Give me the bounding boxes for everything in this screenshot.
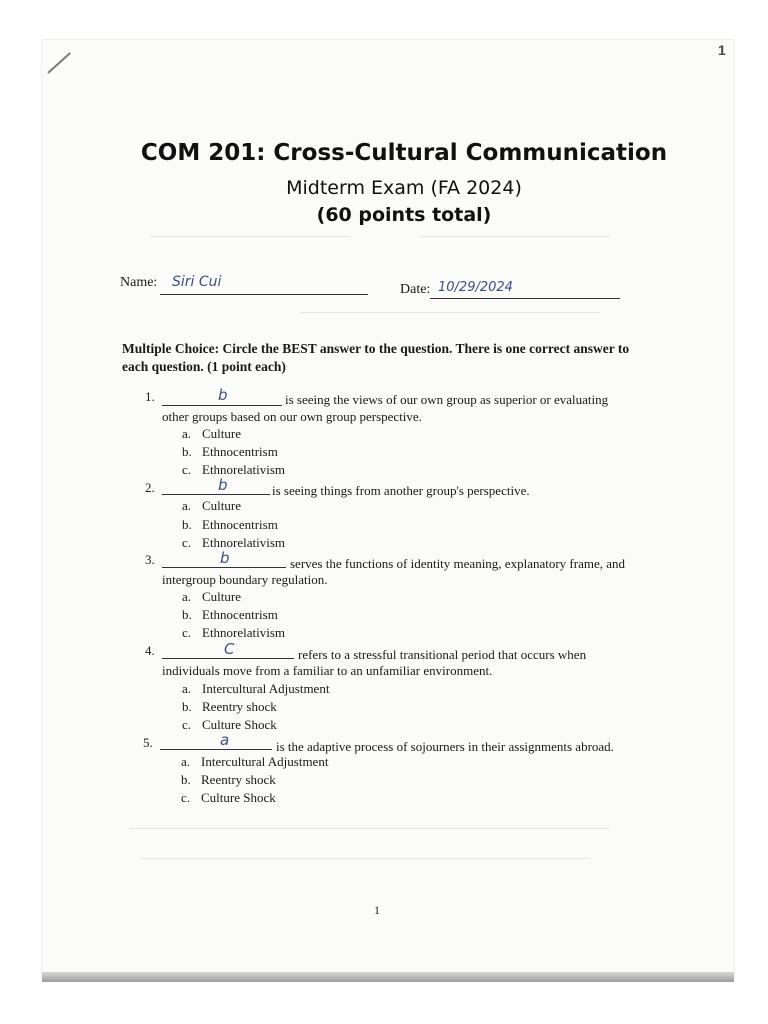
answer-blank <box>160 749 272 750</box>
bleed-through-mark <box>420 236 610 237</box>
date-line <box>430 298 620 299</box>
name-label: Name: <box>120 275 158 290</box>
handwritten-answer[interactable]: a <box>220 731 230 749</box>
question-number: 5. <box>143 735 153 750</box>
exam-title: Midterm Exam (FA 2024) <box>286 177 522 199</box>
option[interactable]: a. Culture <box>182 589 241 604</box>
bleed-through-mark <box>140 858 590 859</box>
page-number: 1 <box>374 903 380 917</box>
option[interactable]: b. Reentry shock <box>181 772 276 787</box>
option[interactable]: c. Ethnorelativism <box>182 625 286 640</box>
option[interactable]: c. Ethnorelativism <box>182 535 286 550</box>
date-value[interactable]: 10/29/2024 <box>438 280 513 295</box>
option[interactable]: c. Culture Shock <box>181 790 276 805</box>
handwritten-answer[interactable]: b <box>220 549 230 567</box>
question-text: refers to a stressful transitional period that occurs when <box>298 647 587 662</box>
question-number: 1. <box>145 389 155 404</box>
question-text: is seeing the views of our own group as superior or evaluating <box>285 392 609 407</box>
option[interactable]: a. Culture <box>182 426 241 441</box>
answer-blank <box>162 494 270 495</box>
option[interactable]: a. Culture <box>182 498 241 513</box>
instructions: Multiple Choice: Circle the BEST answer to the question. There is one correct answer to each question. (1 point each) <box>122 341 630 374</box>
handwritten-answer[interactable]: b <box>218 386 228 404</box>
option[interactable]: c. Ethnorelativism <box>182 462 286 477</box>
question-text: is seeing things from another group's perspective. <box>272 483 530 498</box>
question-text: is the adaptive process of sojourners in their assignments abroad. <box>276 739 614 754</box>
question-text-cont: other groups based on our own group perspective. <box>162 409 422 424</box>
question-text: serves the functions of identity meaning, explanatory frame, and <box>290 556 626 571</box>
date-label: Date: <box>400 282 431 297</box>
page-bottom-edge <box>42 972 734 982</box>
option[interactable]: a. Intercultural Adjustment <box>181 754 329 769</box>
name-line <box>160 294 368 295</box>
option[interactable]: a. Intercultural Adjustment <box>182 681 330 696</box>
question-number: 3. <box>145 552 155 567</box>
bleed-through-mark <box>300 312 600 313</box>
name-value[interactable]: Siri Cui <box>172 274 222 290</box>
option[interactable]: b. Reentry shock <box>182 699 277 714</box>
answer-blank <box>162 658 294 659</box>
total-points: (60 points total) <box>316 204 492 226</box>
answer-blank <box>162 567 286 568</box>
bleed-through-mark <box>130 828 610 829</box>
corner-page-mark: 1 <box>718 42 726 58</box>
question-text-cont: intergroup boundary regulation. <box>162 572 328 587</box>
question-number: 4. <box>145 643 155 658</box>
option[interactable]: b. Ethnocentrism <box>182 607 278 622</box>
option[interactable]: b. Ethnocentrism <box>182 444 278 459</box>
option[interactable]: b. Ethnocentrism <box>182 517 278 532</box>
course-title: COM 201: Cross-Cultural Communication <box>140 140 668 166</box>
answer-blank <box>162 405 282 406</box>
bleed-through-mark <box>150 236 350 237</box>
question-number: 2. <box>145 480 155 495</box>
handwritten-answer[interactable]: b <box>218 476 228 494</box>
option[interactable]: c. Culture Shock <box>182 717 277 732</box>
question-text-cont: individuals move from a familiar to an unfamiliar environment. <box>162 663 493 678</box>
handwritten-answer[interactable]: C <box>224 640 235 658</box>
